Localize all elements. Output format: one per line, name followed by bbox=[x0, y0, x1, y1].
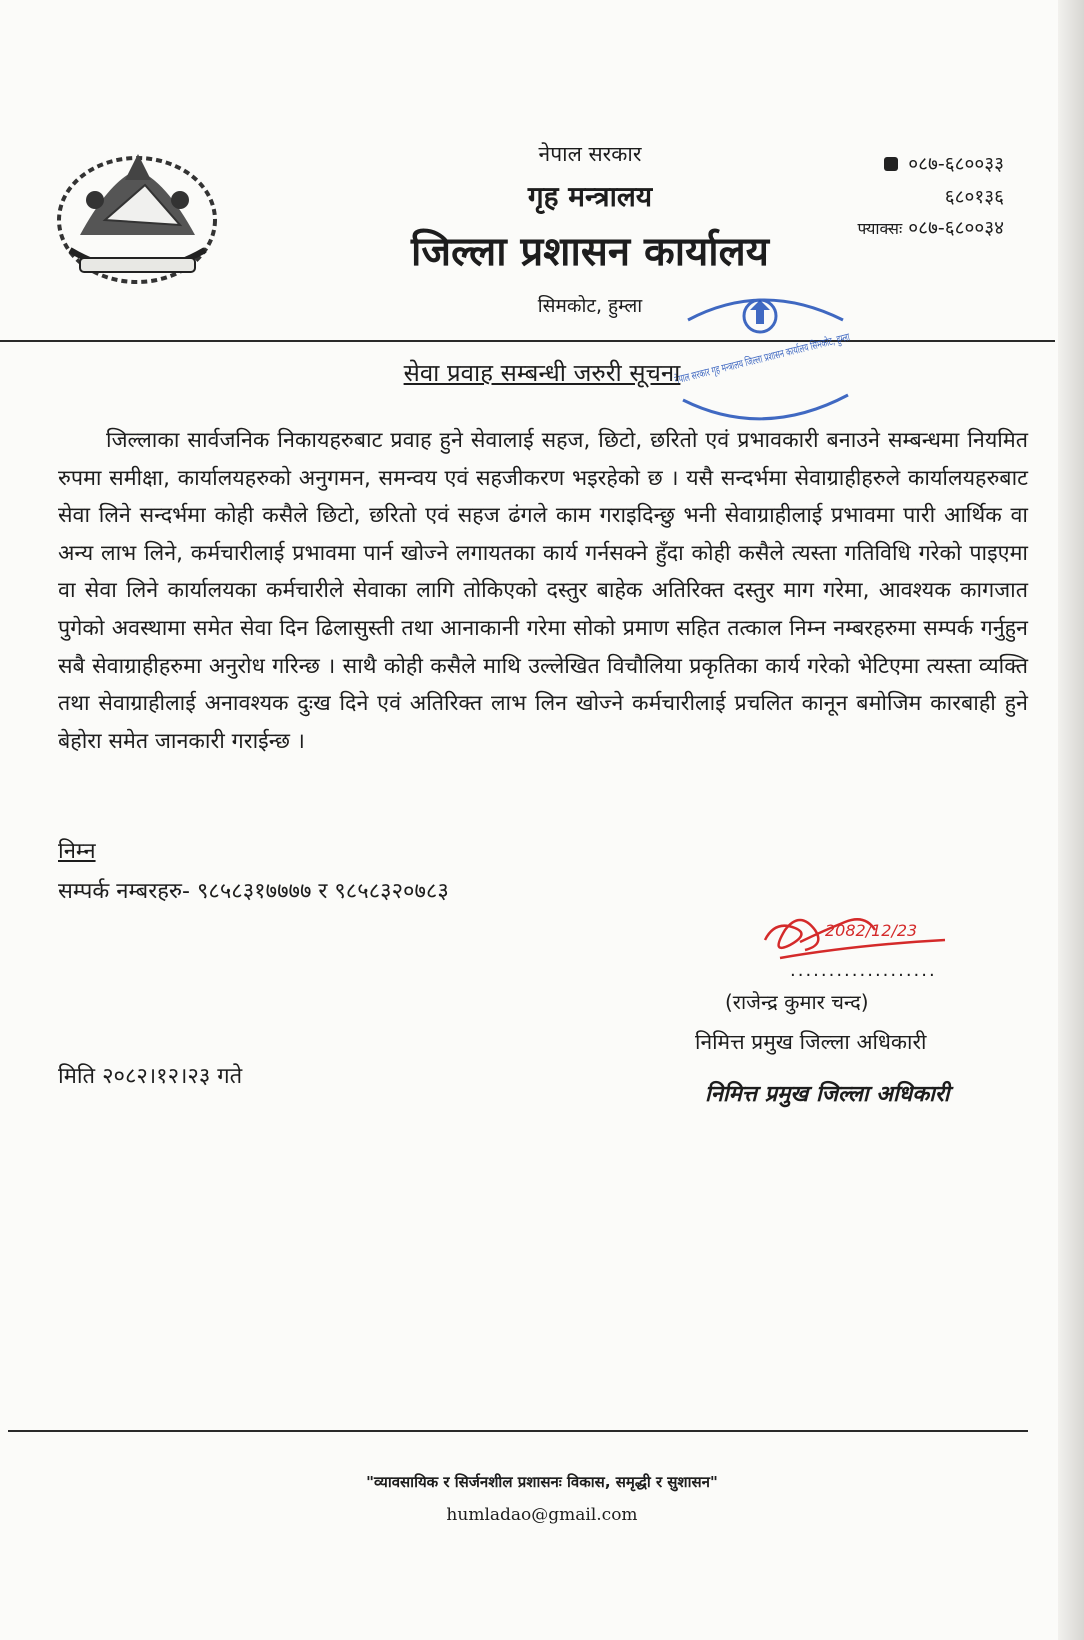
phone-line-1 bbox=[884, 150, 1004, 176]
signatory-seal: निमित्त प्रमुख जिल्ला अधिकारी bbox=[705, 1082, 950, 1107]
notice-title: सेवा प्रवाह सम्बन्धी जरुरी सूचना bbox=[403, 359, 681, 387]
notice-body: जिल्लाका सार्वजनिक निकायहरुबाट प्रवाह हुने सेवालाई सहज, छिटो, छरितो एवं प्रभावकारी बनाउने सम्बन्धमा नियमित रुपमा समीक्षा, कार्यालयहरुको अनुगमन, समन्वय एवं सहजीकरण भइरहेको छ । यसै सन्दर्भमा सेवाग्राहीहरुले कार्यालयहरुबाट सेवा लिने सन्दर्भमा कोही कसैले छिटो, छरितो एवं सहज ढंगले काम गराइदिन्छु भनी सेवाग्राहीलाई प्रभावमा पारी आर्थिक वा अन्य लाभ लिने, कर्मचारीलाई प्रभावमा पार्न खोज्ने लगायतका कार्य गर्नसक्ने हुँदा कोही कसैले त्यस्ता गतिविधि गरेको पाइएमा वा सेवा लिने कार्यालयका कर्मचारीले सेवाका लागि तोकिएको दस्तुर बाहेक अतिरिक्त दस्तुर माग गरेमा, आवश्यक कागजात पुगेको अवस्थामा समेत सेवा दिन ढिलासुस्ती तथा आनाकानी गरेमा सोको प्रमाण सहित तत्काल निम्न नम्बरहरुमा सम्पर्क गर्नुहुन सबै सेवाग्राहीहरुमा अनुरोध गरिन्छ । साथै कोही कसैले माथि उल्लेखित विचौलिया प्रकृतिका कार्य गरेको भेटिएमा त्यस्ता व्यक्ति तथा सेवाग्राहीलाई अनावश्यक दुःख दिने एवं अतिरिक्त लाभ लिन खोज्ने कर्मचारीलाई प्रचलित कानून बमोजिम कारबाही हुने बेहोरा समेत जानकारी गराईन्छ । bbox=[58, 428, 1028, 754]
header-divider bbox=[0, 340, 1055, 342]
ministry-name: गृह मन्त्रालय bbox=[527, 180, 653, 213]
office-name: जिल्ला प्रशासन कार्यालय bbox=[411, 229, 769, 275]
nepal-emblem-icon bbox=[50, 140, 225, 290]
signature-date: 2082/12/23 bbox=[825, 921, 918, 940]
notice-date: मिति २०८२।१२।२३ गते bbox=[58, 1064, 243, 1089]
phone-number-1: ०८७-६८००३३ bbox=[908, 153, 1004, 175]
list-heading: निम्न bbox=[58, 839, 96, 864]
contact-numbers: ९८५८३१७७७७ र ९८५८३२०७८३ bbox=[196, 879, 449, 904]
footer-divider bbox=[8, 1430, 1028, 1432]
footer-email: humladao@gmail.com bbox=[446, 1505, 638, 1525]
office-location: सिमकोट, हुम्ला bbox=[537, 295, 643, 317]
phone-icon bbox=[884, 157, 898, 171]
signature-line: ................... bbox=[790, 960, 937, 981]
contact-numbers-line bbox=[58, 875, 449, 905]
signatory-name: (राजेन्द्र कुमार चन्द) bbox=[725, 990, 869, 1014]
signatory-role: निमित्त प्रमुख जिल्ला अधिकारी bbox=[695, 1030, 927, 1054]
government-name: नेपाल सरकार bbox=[538, 142, 642, 166]
footer-motto: "व्यावसायिक र सिर्जनशील प्रशासनः विकास, समृद्धी र सुशासन" bbox=[366, 1473, 718, 1491]
contact-label: सम्पर्क नम्बरहरु- bbox=[58, 879, 190, 904]
fax-line bbox=[858, 214, 1005, 240]
stamp-text: नेपाल सरकार गृह मन्त्रालय जिल्ला प्रशासन कार्यालय सिमकोट, हुम्ला bbox=[673, 308, 940, 387]
phone-number-2: ६८०१३६ bbox=[944, 186, 1004, 208]
fax-number: ०८७-६८००३४ bbox=[908, 217, 1004, 239]
page-edge-shadow bbox=[1058, 0, 1084, 1640]
fax-label: फ्याक्सः bbox=[857, 219, 903, 238]
